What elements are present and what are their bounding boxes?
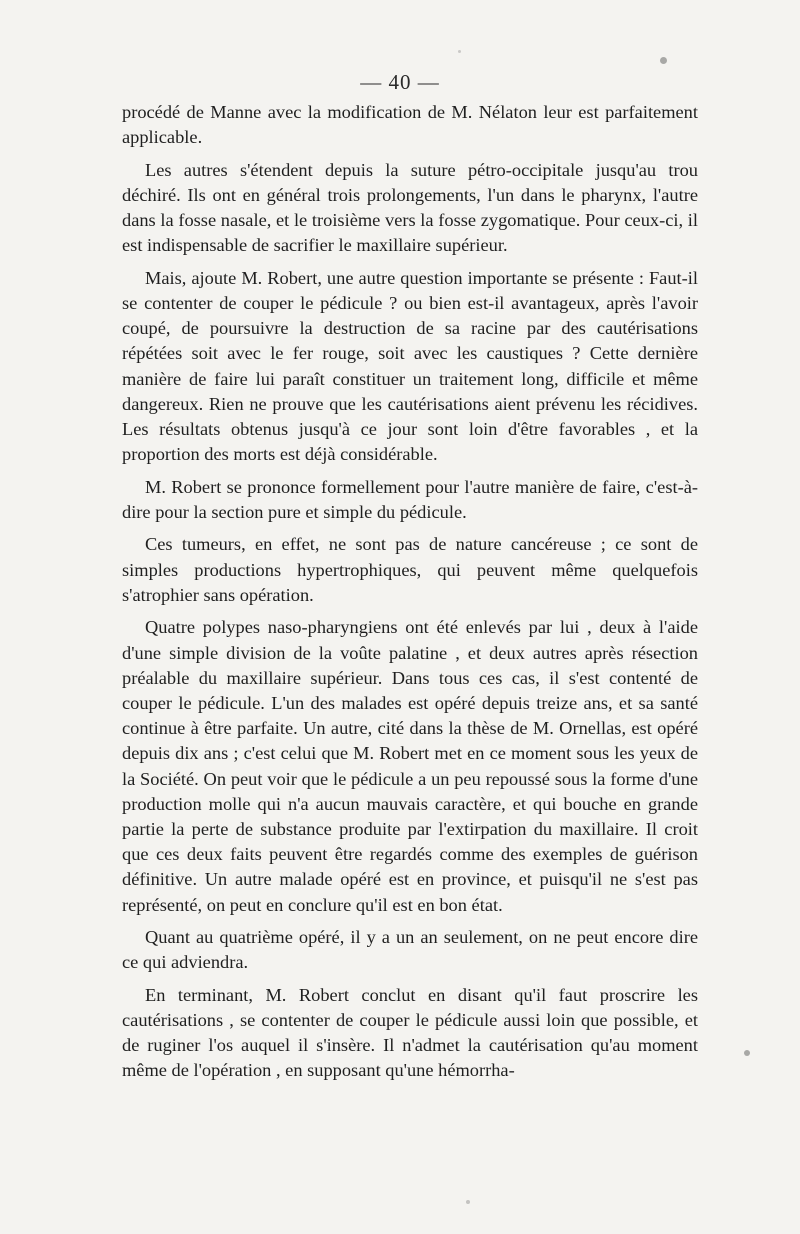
scan-speck — [458, 50, 461, 53]
paragraph: Mais, ajoute M. Robert, une autre question importante se présente : Faut-il se contenter de couper le pédicule ? ou bien est-il avantageux, après l'avoir coupé, de poursuivre la destruction de sa racine par des cautérisations répétées soit avec le fer rouge, soit avec les caustiques ? Cette dernière manière de faire lui paraît constituer un traitement long, difficile et même dangereux. Rien ne prouve que les cautérisations aient prévenu les récidives. Les résultats obtenus jusqu'à ce jour sont loin d'être favorables , et la proportion des morts est déjà considérable. — [122, 267, 698, 465]
paragraph: Les autres s'étendent depuis la suture pétro-occipitale jusqu'au trou déchiré. Ils ont en général trois prolongements, l'un dans le pharynx, l'autre dans la fosse nasale, et le troisième vers la fosse zygomatique. Pour ceux-ci, il est indispensable de sacrifier le maxillaire supérieur. — [122, 159, 698, 256]
scan-speck — [660, 57, 667, 64]
scan-speck — [466, 1200, 470, 1204]
paragraph: M. Robert se prononce formellement pour l'autre manière de faire, c'est-à-dire pour la section pure et simple du pédicule. — [122, 476, 698, 522]
scan-speck — [744, 1050, 750, 1056]
paragraph: Quant au quatrième opéré, il y a un an seulement, on ne peut encore dire ce qui adviendra. — [122, 927, 698, 973]
paragraph: Quatre polypes naso-pharyngiens ont été enlevés par lui , deux à l'aide d'une simple division de la voûte palatine , et deux autres après résection préalable du maxillaire supérieur. Dans tous ces cas, il s'est contenté de couper le pédicule. L'un des malades est opéré depuis treize ans, et sa santé continue à être parfaite. Un autre, cité dans la thèse de M. Ornellas, est opéré depuis dix ans ; c'est celui que M. Robert met en ce moment sous les yeux de la Société. On peut voir que le pédicule a un peu repoussé sous la forme d'une production molle qui n'a aucun mauvais caractère, et qui bouche en grande partie la perte de substance produite par l'extirpation du maxillaire. Il croit que ces deux faits peuvent être regardés comme des exemples de guérison définitive. Un autre malade opéré est en province, et puisqu'il ne s'est pas représenté, on peut en conclure qu'il est en bon état. — [122, 617, 698, 915]
body-text — [122, 100, 698, 1091]
paragraph: procédé de Manne avec la modification de M. Nélaton leur est parfaitement applicable. — [122, 102, 698, 148]
page-number: — 40 — — [360, 70, 440, 94]
paragraph: Ces tumeurs, en effet, ne sont pas de nature cancéreuse ; ce sont de simples productions hypertrophiques, qui peuvent même quelquefois s'atrophier sans opération. — [122, 534, 698, 605]
paragraph: En terminant, M. Robert conclut en disant qu'il faut proscrire les cautérisations , se contenter de couper le pédicule aussi loin que possible, et de ruginer l'os auquel il s'insère. Il n'admet la cautérisation qu'au moment même de l'opération , en supposant qu'une hémorrha- — [122, 984, 698, 1081]
